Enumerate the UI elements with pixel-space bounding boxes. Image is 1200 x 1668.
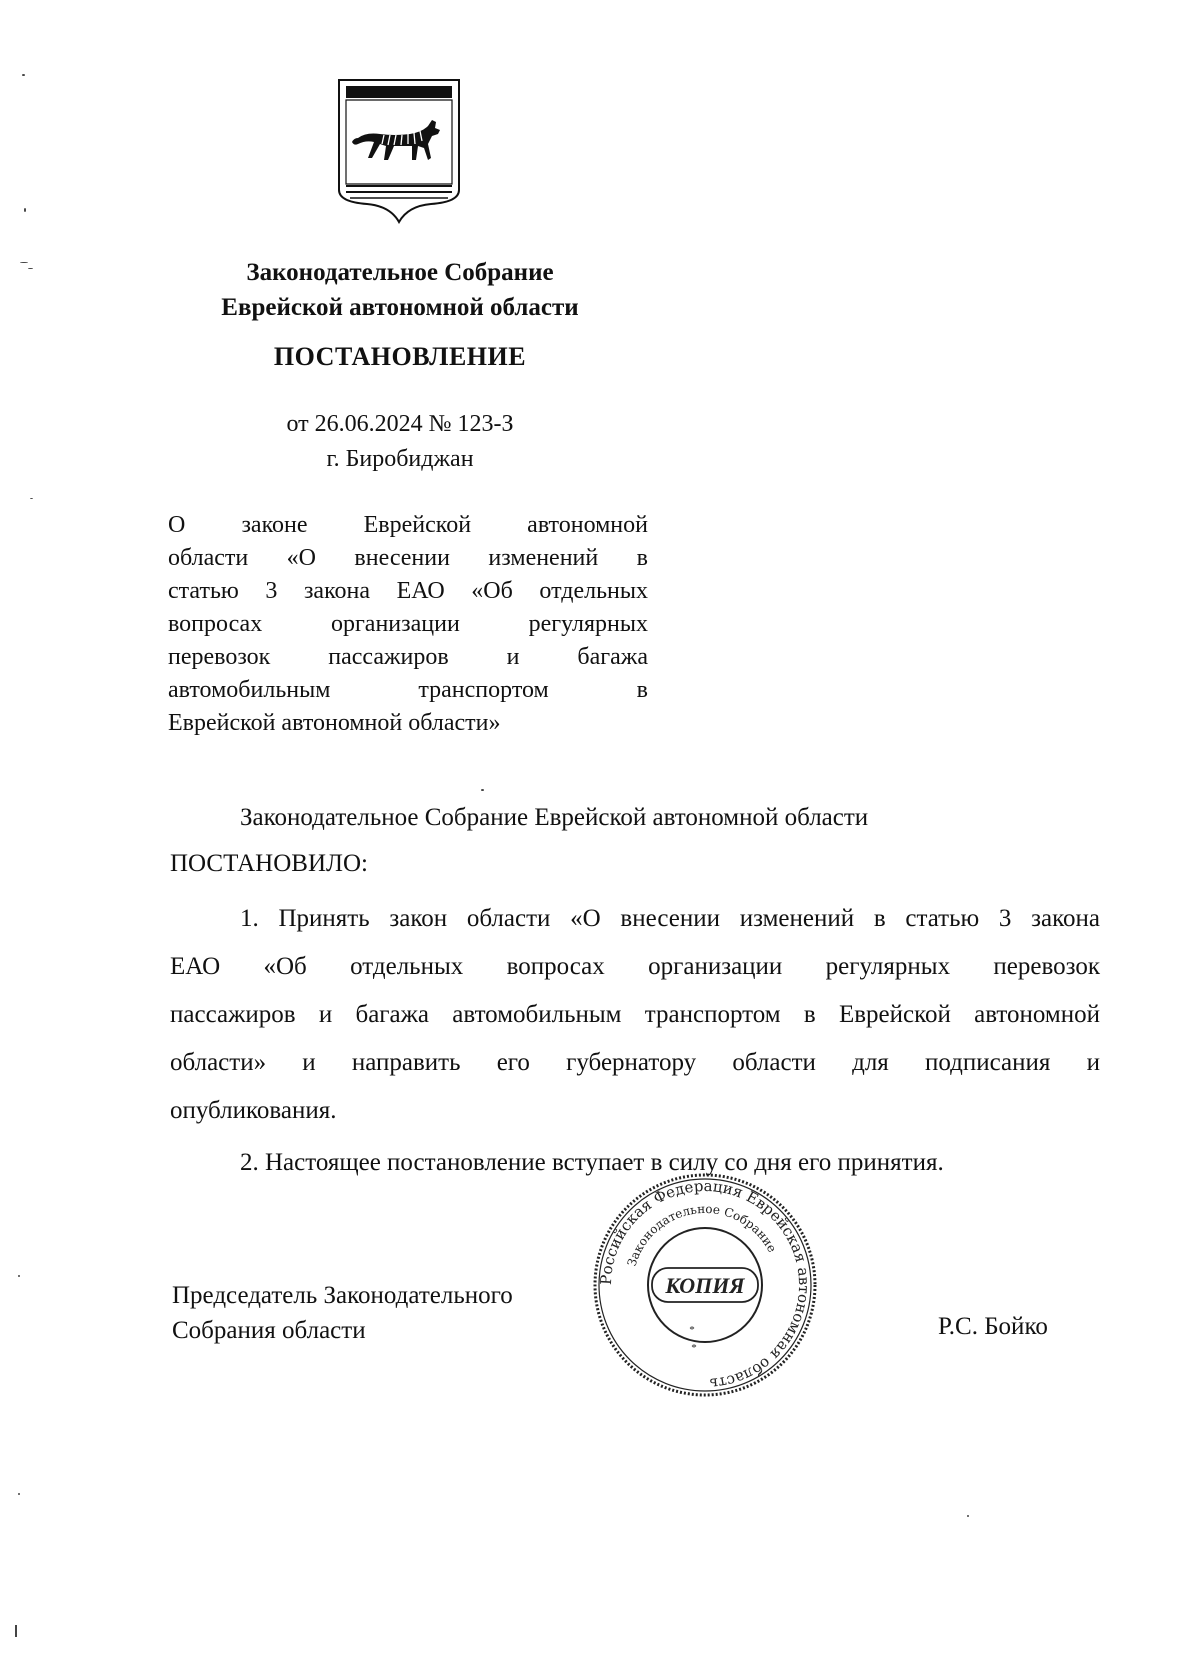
subject-line: О законе Еврейской автономной bbox=[168, 512, 648, 538]
signatory-title-line-1: Председатель Законодательного bbox=[172, 1282, 513, 1309]
coat-of-arms-emblem bbox=[336, 78, 462, 224]
item-1-line: ЕАО «Об отдельных вопросах организации регулярных перевозок bbox=[170, 953, 1100, 980]
subject-line: статью 3 закона ЕАО «Об отдельных bbox=[168, 578, 648, 604]
subject-line: автомобильным транспортом в bbox=[168, 677, 648, 703]
svg-text:*: * bbox=[689, 1324, 695, 1336]
subject-line: вопросах организации регулярных bbox=[168, 611, 648, 637]
stamp-center-text: КОПИЯ bbox=[665, 1273, 745, 1298]
subject-line: перевозок пассажиров и багажа bbox=[168, 644, 648, 670]
document-place: г. Биробиджан bbox=[326, 446, 474, 472]
document-type: ПОСТАНОВЛЕНИЕ bbox=[273, 342, 527, 371]
subject-line: Еврейской автономной области» bbox=[168, 710, 501, 736]
official-stamp bbox=[590, 1172, 820, 1398]
resolution-body bbox=[170, 895, 1100, 1187]
tiger-icon bbox=[352, 120, 440, 160]
item-1-line: пассажиров и багажа автомобильным транспортом в Еврейской автономной bbox=[170, 1001, 1100, 1028]
preamble-text: Законодательное Собрание Еврейской автономной области bbox=[240, 804, 869, 831]
stamp-inner-text: Законодательное Собрание bbox=[624, 1201, 780, 1269]
signatory-name: Р.С. Бойко bbox=[938, 1313, 1048, 1340]
organization-line-2: Еврейской автономной области bbox=[221, 294, 579, 321]
signatory-title-line-2: Собрания области bbox=[172, 1317, 366, 1344]
signatory-title bbox=[172, 1278, 513, 1348]
item-1-line: опубликования. bbox=[170, 1097, 337, 1124]
organization-name bbox=[0, 255, 800, 325]
item-1-line: 1. Принять закон области «О внесении изменений в статью 3 закона bbox=[240, 905, 1100, 932]
document-date-number: от 26.06.2024 № 123-З bbox=[286, 411, 514, 437]
stamp-outer-text: Российская Федерация Еврейская автономная область bbox=[596, 1176, 814, 1393]
organization-line-1: Законодательное Собрание bbox=[246, 259, 554, 286]
subject-line: области «О внесении изменений в bbox=[168, 545, 648, 571]
item-1-line: области» и направить его губернатору области для подписания и bbox=[170, 1049, 1100, 1076]
item-2: 2. Настоящее постановление вступает в силу со дня его принятия. bbox=[240, 1149, 944, 1176]
decided-heading: ПОСТАНОВИЛО: bbox=[170, 850, 368, 877]
document-subject bbox=[168, 509, 648, 740]
svg-text:*: * bbox=[691, 1342, 697, 1354]
